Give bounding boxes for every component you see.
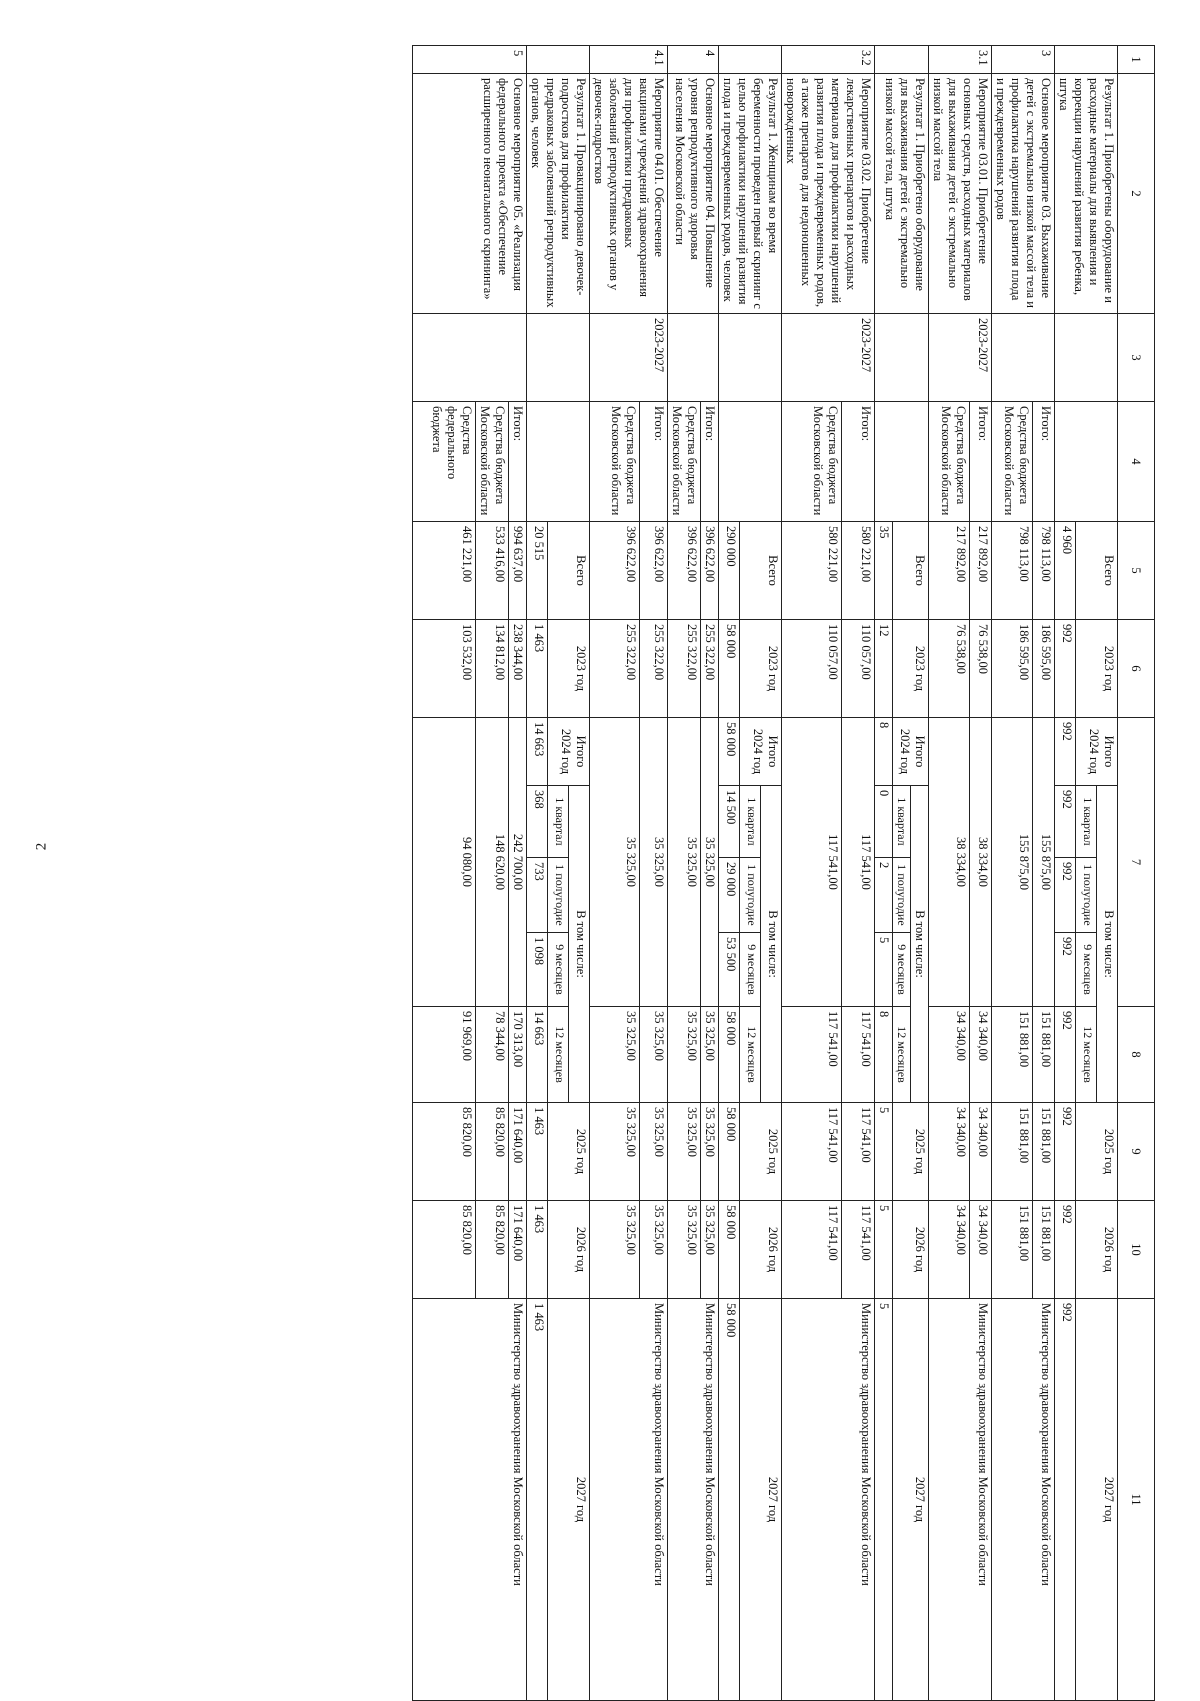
value-12-months: 58 000 <box>719 1007 740 1103</box>
col-num: 4 <box>1118 402 1155 522</box>
executor: Министерство здравоохранения Московской области <box>782 1299 875 1701</box>
column-numbers-row <box>1118 46 1155 1701</box>
activity-row: 4 Основное мероприятие 04. Повышение уровня репродуктивного здоровья населения Московской области Итого: 396 622,00 255 322,00 35 325,00 35 325,00 35 325,00 35 325,00 Министерство здравоохранения Московской области <box>701 46 719 1701</box>
header-12-months: 12 месяцев <box>893 1007 911 1103</box>
activity-row: 3 Основное мероприятие 03. Выхаживание детей с экстремально низкой массой тела и профилактика нарушений развития плода и преждевременных родов Итого: 798 113,00 186 595,00 155 875,00 151 881,00 151 881,00 151 881,00 Министерство здравоохранения Московской области <box>1032 46 1054 1701</box>
executor: Министерство здравоохранения Московской области <box>413 1299 527 1701</box>
activity-name: Мероприятие 03.01. Приобретение основных средств, расходных материалов для выхаживания детей с экстремально низкой массой тела <box>929 74 992 314</box>
col-num: 1 <box>1118 46 1155 74</box>
executor: Министерство здравоохранения Московской области <box>929 1299 992 1701</box>
executor: Министерство здравоохранения Московской области <box>668 1299 719 1701</box>
result-name: Результат 1. Приобретено оборудование для выхаживания детей с экстремально низкой массой тела, штука <box>875 74 929 314</box>
col-num: 2 <box>1118 74 1155 314</box>
executor: Министерство здравоохранения Московской области <box>590 1299 668 1701</box>
page-number: 2 <box>33 842 50 851</box>
activity-name: Мероприятие 04.01. Обеспечение вакцинами учреждений здравоохранения для профилактики предраковых заболеваний репродуктивных органов у девочек-подростков <box>590 74 668 314</box>
col-num: 3 <box>1118 314 1155 402</box>
activity-row: 3.1 Мероприятие 03.01. Приобретение основных средств, расходных материалов для выхаживания детей с экстремально низкой массой тела 2023-2027 Итого: 217 892,00 76 538,00 38 334,00 34 340,00 34 340,00 34 340,00 Министерство здравоохранения Московской области <box>969 46 991 1701</box>
result-name: Результат 1. Провакцинировано девочек-подростков для профилактики предраковых заболеваний репродуктивных органов, человек <box>527 74 590 314</box>
result-row: Результат 1. Приобретены оборудование и расходные материалы для выявления и коррекции нарушений развития ребенка, штука Всего 2023 год Итого 2024 год В том числе: 2025 год 2026 год 2027 год <box>1097 46 1118 1701</box>
executor: Министерство здравоохранения Московской области <box>992 1299 1055 1701</box>
result-name: Результат 1. Женщинам во время беременности проведен первый скрининг с целью профилактики нарушений развития плода и преждевременных родов, человек <box>719 74 782 314</box>
value-12-months: 14 663 <box>527 1007 548 1103</box>
activity-name: Основное мероприятие 04. Повышение уровня репродуктивного здоровья населения Московской области <box>668 74 719 314</box>
result-row: Результат 1. Женщинам во время беременности проведен первый скрининг с целью профилактики нарушений развития плода и преждевременных родов, человек Всего 2023 год Итого 2024 год В том числе: 2025 год 2026 год 2027 год <box>761 46 782 1701</box>
header-12-months: 12 месяцев <box>740 1007 761 1103</box>
result-row: Результат 1. Провакцинировано девочек-подростков для профилактики предраковых заболеваний репродуктивных органов, человек Всего 2023 год Итого 2024 год В том числе: 2025 год 2026 год 2027 год <box>569 46 590 1701</box>
activity-name: Мероприятие 03.02. Приобретение лекарственных препаратов и расходных материалов для профилактики нарушений развития плода и преждевременных родов, а также препаратов для недоношенных новорожденных <box>782 74 875 314</box>
result-values-row: 20 515 1 463 14 663 368 733 1 098 14 663 1 463 1 463 1 463 <box>527 46 548 1701</box>
col-num: 6 <box>1118 620 1155 718</box>
header-12-months: 12 месяцев <box>1076 1007 1097 1103</box>
rotated-page <box>45 45 1155 1600</box>
activity-row: 5 Основное мероприятие 05. «Реализация федерального проекта «Обеспечение расширенного неонатального скрининга» Итого: 994 637,00 238 344,00 242 700,00 170 313,00 171 640,00 171 640,00 Министерство здравоохранения Московской области <box>509 46 527 1701</box>
col-num: 11 <box>1118 1299 1155 1701</box>
col-num: 8 <box>1118 1007 1155 1103</box>
activity-row: 4.1 Мероприятие 04.01. Обеспечение вакцинами учреждений здравоохранения для профилактики предраковых заболеваний репродуктивных органов у девочек-подростков 2023-2027 Итого: 396 622,00 255 322,00 35 325,00 35 325,00 35 325,00 35 325,00 Министерство здравоохранения Московской области <box>640 46 668 1701</box>
result-values-row: 35 12 8 0 2 5 8 5 5 5 <box>875 46 893 1701</box>
col-num: 9 <box>1118 1103 1155 1201</box>
result-subheader-row: 1 квартал 1 полугодие 9 месяцев 12 месяцев <box>1076 46 1097 1701</box>
activity-name: Основное мероприятие 03. Выхаживание детей с экстремально низкой массой тела и профилактика нарушений развития плода и преждевременных родов <box>992 74 1055 314</box>
result-values-row: 290 000 58 000 58 000 14 500 29 000 53 500 58 000 58 000 58 000 58 000 <box>719 46 740 1701</box>
header-12-months: 12 месяцев <box>548 1007 569 1103</box>
value-12-months: 992 <box>1055 1007 1076 1103</box>
activity-name: Основное мероприятие 05. «Реализация федерального проекта «Обеспечение расширенного неонатального скрининга» <box>413 74 527 314</box>
col-num: 7 <box>1118 718 1155 1007</box>
col-num: 5 <box>1118 522 1155 620</box>
value-12-months: 8 <box>875 1007 893 1103</box>
activity-row: 3.2 Мероприятие 03.02. Приобретение лекарственных препаратов и расходных материалов для профилактики нарушений развития плода и преждевременных родов, а также препаратов для недоношенных новорожденных 2023-2027 Итого: 580 221,00 110 057,00 117 541,00 117 541,00 117 541,00 117 541,00 Министерство здравоохранения Московской области <box>842 46 875 1701</box>
result-values-row: 4 960 992 992 992 992 992 992 992 992 992 <box>1055 46 1076 1701</box>
col-num: 10 <box>1118 1201 1155 1299</box>
result-name: Результат 1. Приобретены оборудование и расходные материалы для выявления и коррекции нарушений развития ребенка, штука <box>1055 74 1118 314</box>
program-activities-table: 1 2 3 4 5 6 7 8 9 10 11 Результат 1. Приобретены оборудование и расходные материалы для выявления и коррекции нарушений развития ребенка, штука Всего 2023 год Итого 2024 год В том числе: 2025 год 2026 год 2027 год 1 квартал 1 полугодие 9 месяцев 12 месяцев 4 960 992 992 992 992 992 992 992 992 992 3 Основное мероприятие 03. Выхаживание детей с экстремально низкой массой тела и профилактика нарушений развития плода и преждевременных родов Итого: 798 113,00 186 595,00 155 875,00 151 881,00 151 881,00 151 881,00 Министерство здравоохранения Московской области Средства бюджета Московской области 798 113,00 186 595,00 155 875,00 151 881,00 151 881,00 151 881,00 3.1 Мероприятие 03.01. Приобретение основных средств, расходных материалов для выхаживания детей с экстремально низкой массой тела 2023-2027 Итого: 217 892,00 76 538,00 38 334,00 34 340,00 34 340,00 34 340,00 Министерство здравоохранения Московской области Средства бюджета Московской области 217 892,00 76 538,00 38 334,00 34 340,00 34 340,00 34 340,00 Результат 1. Приобретено оборудование для выхаживания детей с экстремально низкой массой тела, штука Всего 2023 год Итого 2024 год В том числе: 2025 год 2026 год 2027 год 1 квартал 1 полугодие 9 месяцев 12 месяцев 35 12 8 0 2 5 8 5 5 5 3.2 Мероприятие 03.02. Приобретение лекарственных препаратов и расходных материалов для профилактики нарушений развития плода и преждевременных родов, а также препаратов для недоношенных новорожденных 2023-2027 Итого: 580 221,00 110 057,00 117 541,00 117 541,00 117 541,00 117 541,00 Министерство здравоохранения Московской области Средства бюджета Московской области 580 221,00 110 057,00 117 541,00 117 541,00 117 541,00 117 541,00 Результат 1. Женщинам во время беременности проведен первый скрининг с целью профилактики нарушений развития плода и преждевременных родов, человек Всего 2023 год Итого 2024 год В том числе: 2025 год 2026 год 2027 год 1 квартал 1 полугодие 9 месяцев 12 месяцев 290 000 58 000 58 000 14 500 29 000 53 500 58 000 58 000 58 000 58 000 4 Основное мероприятие 04. Повышение уровня репродуктивного здоровья населения Московской области Итого: 396 622,00 255 322,00 35 325,00 35 325,00 35 325,00 35 325,00 Министерство здравоохранения Московской области Средства бюджета Московской области 396 622,00 255 322,00 35 325,00 35 325,00 35 325,00 35 325,00 4.1 Мероприятие 04.01. Обеспечение вакцинами учреждений здравоохранения для профилактики предраковых заболеваний репродуктивных органов у девочек-подростков 2023-2027 Итого: 396 622,00 255 322,00 35 325,00 35 325,00 35 325,00 35 325,00 Министерство здравоохранения Московской области Средства бюджета Московской области 396 622,00 255 322,00 35 325,00 35 325,00 35 325,00 35 325,00 Результат 1. Провакцинировано девочек-подростков для профилактики предраковых заболеваний репродуктивных органов, человек Всего 2023 год Итого 2024 год В том числе: 2025 год 2026 год 2027 год 1 квартал 1 полугодие 9 месяцев 12 месяцев 20 515 1 463 14 663 368 733 1 098 14 663 1 463 1 463 1 463 5 Основное мероприятие 05. «Реализация федерального проекта «Обеспечение расширенного неонатального скрининга» Итого: 994 637,00 238 344,00 242 700,00 170 313,00 171 640,00 171 640,00 Министерство здравоохранения Московской области Средства бюджета Московской области 533 416,00 134 812,00 148 620,00 78 344,00 85 820,00 85 820,00 Средства федерального бюджета 461 221,00 103 532,00 94 080,00 91 969,00 85 820,00 85 820,00 <box>412 45 1155 1701</box>
result-row: Результат 1. Приобретено оборудование для выхаживания детей с экстремально низкой массой тела, штука Всего 2023 год Итого 2024 год В том числе: 2025 год 2026 год 2027 год <box>911 46 929 1701</box>
